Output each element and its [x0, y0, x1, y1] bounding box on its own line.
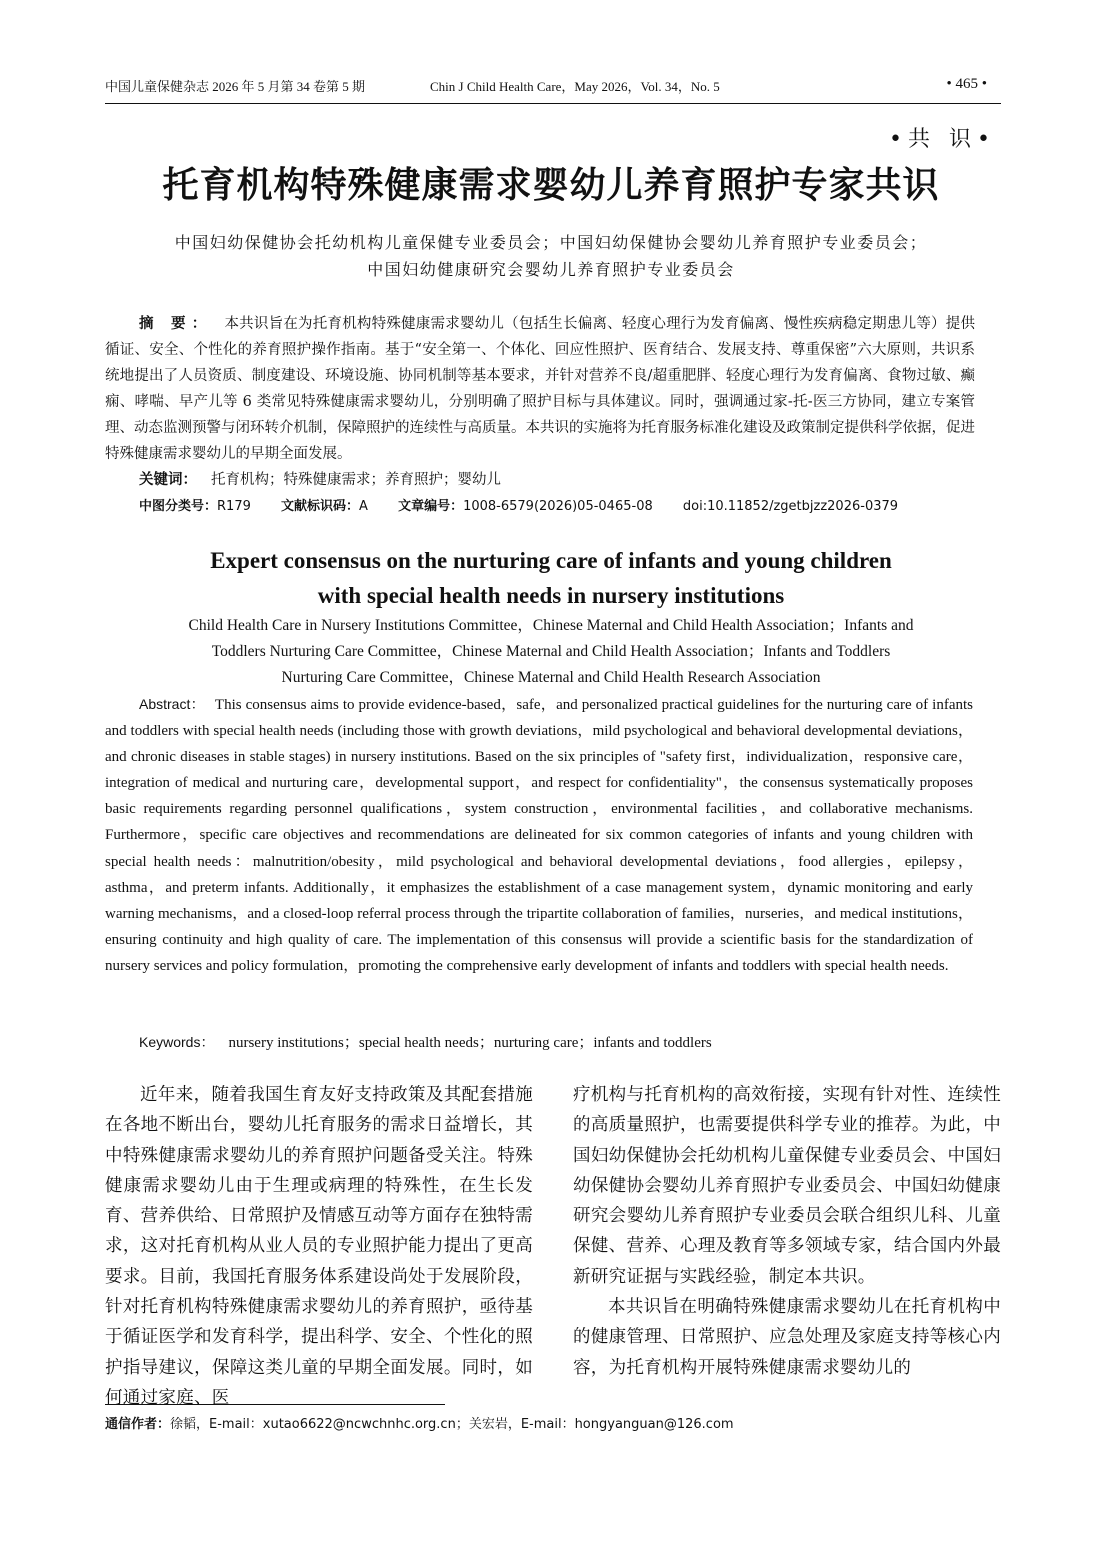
keywords-en-label: Keywords：: [139, 1034, 215, 1050]
keywords-en-text: nursery institutions；special health needs；nurturing care；infants and toddlers: [228, 1035, 712, 1051]
corresponding-author-note: [105, 1413, 734, 1432]
keywords-en: [139, 1031, 712, 1052]
authors-cn: [0, 229, 1102, 283]
article-title-en: [0, 543, 1102, 613]
authors-en-line: Nurturing Care Committee，Chinese Maternal and Child Health Research Association: [281, 669, 821, 686]
article-title-cn: 托育机构特殊健康需求婴幼儿养育照护专家共识: [162, 164, 940, 206]
column-tag: •共 识•: [889, 127, 996, 152]
abstract-cn-label: 摘 要：: [139, 315, 213, 332]
body-column-left: [105, 1080, 533, 1413]
article-number-value: 1008-6579(2026)05-0465-08: [463, 499, 653, 514]
authors-en: [0, 613, 1102, 691]
body-paragraph: 疗机构与托育机构的高效衔接，实现有针对性、连续性的高质量照护，也需要提供科学专业的推荐。为此，中国妇幼保健协会托幼机构儿童保健专业委员会、中国妇幼保健协会婴幼儿养育照护专业委员会、中国妇幼健康研究会婴幼儿养育照护专业委员会联合组织儿科、儿童保健、营养、心理及教育等多领域专家，结合国内外最新研究证据与实践经验，制定本共识。: [573, 1085, 1001, 1287]
doc-code-label: 文献标识码：: [281, 499, 360, 514]
abstract-en: [105, 691, 973, 979]
journal-name-en: Chin J Child Health Care，May 2026，Vol. 34，No. 5: [430, 79, 720, 94]
abstract-cn: [105, 311, 975, 467]
abstract-en-label: Abstract：: [139, 696, 205, 712]
title-en-line: with special health needs in nursery institutions: [317, 583, 785, 608]
authors-en-line: Toddlers Nurturing Care Committee，Chinese Maternal and Child Health Association；Infants and Toddlers: [211, 643, 891, 660]
header-divider: [105, 103, 1001, 104]
authors-cn-line: 中国妇幼保健协会托幼机构儿童保健专业委员会；中国妇幼保健协会婴幼儿养育照护专业委员会；: [174, 233, 928, 252]
keywords-cn: [139, 468, 501, 489]
authors-cn-line: 中国妇幼健康研究会婴幼儿养育照护专业委员会: [367, 260, 735, 279]
body-paragraph: 本共识旨在明确特殊健康需求婴幼儿在托育机构中的健康管理、日常照护、应急处理及家庭支持等核心内容，为托育机构开展特殊健康需求婴幼儿的: [573, 1297, 1001, 1378]
doi: doi:10.11852/zgetbjzz2026-0379: [682, 499, 899, 514]
clc-label: 中图分类号：: [139, 499, 218, 514]
running-header: [105, 76, 1001, 98]
classification-meta: [139, 495, 924, 514]
body-paragraph: 近年来，随着我国生育友好支持政策及其配套措施在各地不断出台，婴幼儿托育服务的需求日益增长，其中特殊健康需求婴幼儿的养育照护问题备受关注。特殊健康需求婴幼儿由于生理或病理的特殊性，在生长发育、营养供给、日常照护及情感互动等方面存在独特需求，这对托育机构从业人员的专业照护能力提出了更高要求。目前，我国托育服务体系建设尚处于发展阶段，针对托育机构特殊健康需求婴幼儿的养育照护，亟待基于循证医学和发育科学，提出科学、安全、个性化的照护指导建议，保障这类儿童的早期全面发展。同时，如何通过家庭、医: [105, 1085, 533, 1408]
journal-name-cn: 中国儿童保健杂志 2026 年 5 月第 34 卷第 5 期: [105, 79, 366, 94]
article-number-label: 文章编号：: [398, 499, 464, 514]
footnote-divider: [105, 1404, 445, 1405]
clc-value: R179: [217, 499, 251, 514]
keywords-cn-label: 关键词：: [139, 471, 197, 488]
abstract-cn-text: 本共识旨在为托育机构特殊健康需求婴幼儿（包括生长偏离、轻度心理行为发育偏离、慢性疾病稳定期患儿等）提供循证、安全、个性化的养育照护操作指南。基于“安全第一、个体化、回应性照护、医育结合、发展支持、尊重保密”六大原则，共识系统地提出了人员资质、制度建设、环境设施、协同机制等基本要求，并针对营养不良/超重肥胖、轻度心理行为发育偏离、食物过敏、癫痫、哮喘、早产儿等 6 类常见特殊健康需求婴幼儿，分别明确了照护目标与具体建议。同时，强调通过家-托-医三方协同，建立专案管理、动态监测预警与闭环转介机制，保障照护的连续性与高质量。本共识的实施将为托育服务标准化建设及政策制定提供科学依据，促进特殊健康需求婴幼儿的早期全面发展。: [105, 316, 975, 462]
footnote-label: 通信作者：: [105, 1417, 171, 1432]
body-column-right: [573, 1080, 1001, 1383]
page-number: • 465 •: [946, 76, 987, 92]
abstract-en-text: This consensus aims to provide evidence-based，safe，and personalized practical guidelines for the nurturing care of infants and toddlers with special health needs (including those with growth deviations，mild psychological and behavioral developmental deviations，and chronic diseases in stable stages) in nursery institutions. Based on the six principles of "safety first，individualization，responsive care，integration of medical and nurturing care，developmental support，and respect for confidentiality"，the consensus systematically proposes basic requirements regarding personnel qualifications，system construction，environmental facilities，and collaborative mechanisms. Furthermore，specific care objectives and recommendations are delineated for six common categories of infants and young children with special health needs：malnutrition/obesity，mild psychological and behavioral developmental deviations，food allergies，epilepsy，asthma，and preterm infants. Additionally，it emphasizes the establishment of a case management system，dynamic monitoring and early warning mechanisms，and a closed-loop referral process through the tripartite collaboration of families，nurseries，and medical institutions，ensuring continuity and high quality of care. The implementation of this consensus will provide a scientific basis for the standardization of nursery services and policy formulation，promoting the comprehensive early development of infants and toddlers with special health needs.: [105, 697, 974, 974]
doc-code-value: A: [359, 499, 368, 514]
keywords-cn-text: 托育机构；特殊健康需求；养育照护；婴幼儿: [211, 472, 501, 488]
title-en-line: Expert consensus on the nurturing care of infants and young children: [210, 548, 892, 573]
authors-en-line: Child Health Care in Nursery Institutions Committee，Chinese Maternal and Child Health Association；Infants and: [188, 617, 914, 634]
footnote-text: 徐韬，E-mail：xutao6622@ncwchnhc.org.cn；关宏岩，E-mail：hongyanguan@126.com: [170, 1417, 734, 1432]
